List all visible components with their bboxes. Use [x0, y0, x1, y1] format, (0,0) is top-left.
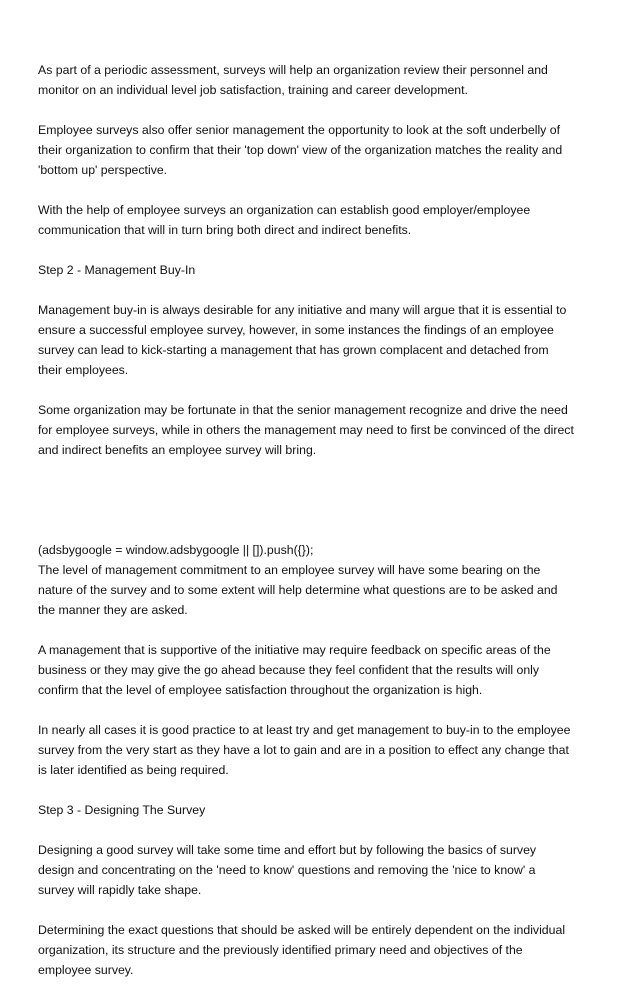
document-body — [38, 60, 606, 1000]
paragraph-exact-questions: Determining the exact questions that should be asked will be entirely dependent on the individual organization, its structure and the previously identified primary need and objectives of the employee survey. — [38, 923, 566, 977]
paragraph-senior-management: Some organization may be fortunate in that the senior management recognize and drive the need for employee surveys, while in others the management may need to first be convinced of the direct and indirect benefits an employee survey will bring. — [38, 403, 574, 457]
paragraph-communication-benefits: With the help of employee surveys an organization can establish good employer/employee communication that will in turn bring both direct and indirect benefits. — [38, 203, 531, 237]
ad-script-text: (adsbygoogle = window.adsbygoogle || []).push({}); — [38, 543, 314, 557]
paragraph-good-practice: In nearly all cases it is good practice to at least try and get management to buy-in to the employee survey from the very start as they have a lot to gain and are in a position to effect any change that is later identified as being required. — [38, 723, 571, 777]
paragraph-assessment-surveys: As part of a periodic assessment, surveys will help an organization review their personnel and monitor on an individual level job satisfaction, training and career development. — [38, 63, 548, 97]
paragraph-commitment-level: The level of management commitment to an employee survey will have some bearing on the nature of the survey and to some extent will help determine what questions are to be asked and the manner they are asked. — [38, 563, 558, 617]
paragraph-soft-underbelly: Employee surveys also offer senior management the opportunity to look at the soft underbelly of their organization to confirm that their 'top down' view of the organization matches the reality and 'bottom up' perspective. — [38, 123, 563, 177]
heading-step-3: Step 3 - Designing The Survey — [38, 803, 206, 817]
heading-step-2: Step 2 - Management Buy-In — [38, 263, 196, 277]
paragraph-management-buy-in: Management buy-in is always desirable for any initiative and many will argue that it is essential to ensure a successful employee survey, however, in some instances the findings of an employee survey can lead to kick-starting a management that has grown complacent and detached from their employees. — [38, 303, 567, 377]
paragraph-supportive-management: A management that is supportive of the initiative may require feedback on specific areas of the business or they may give the go ahead because they feel confident that the results will only confirm that the level of employee satisfaction throughout the organization is high. — [38, 643, 551, 697]
ad-placeholder-gap — [38, 460, 606, 540]
paragraph-designing-survey: Designing a good survey will take some time and effort but by following the basics of survey design and concentrating on the 'need to know' questions and removing the 'nice to know' a survey will rapidly take shape. — [38, 843, 537, 897]
